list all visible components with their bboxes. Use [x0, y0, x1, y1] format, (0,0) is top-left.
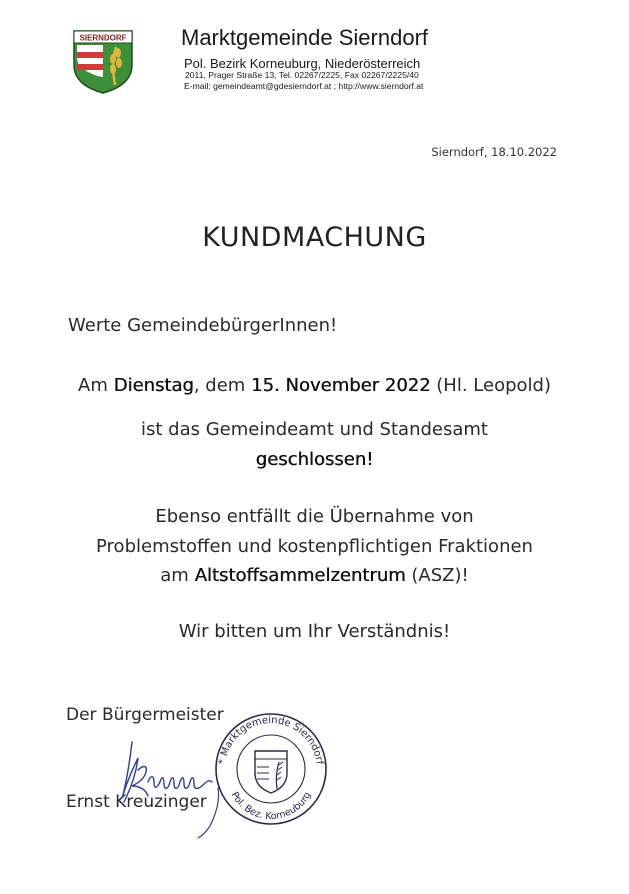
letterhead-address: 2011, Prager Straße 13, Tel. 02267/2225, Fax 02267/2225/40	[185, 70, 419, 80]
announcement-line-1: Am Dienstag, dem 15. November 2022 (Hl. Leopold)	[78, 375, 551, 396]
letterhead-title: Marktgemeinde Sierndorf	[181, 25, 429, 50]
announcement-line-3: geschlossen!	[255, 449, 374, 470]
notice-line-3: am Altstoffsammelzentrum (ASZ)!	[160, 565, 469, 586]
signer-name: Ernst Kreuzinger	[66, 792, 207, 812]
closing-line: Wir bitten um Ihr Verständnis!	[178, 621, 451, 642]
document-heading: KUNDMACHUNG	[202, 222, 427, 253]
handwritten-signature	[112, 730, 222, 840]
svg-text:* Marktgemeinde Sierndorf	[217, 715, 325, 766]
stamp-text-top: * Marktgemeinde Sierndorf	[217, 714, 325, 766]
official-stamp-seal	[211, 707, 331, 831]
svg-text:Pol. Bez. Korneuburg	[229, 790, 314, 822]
municipal-crest-logo	[71, 25, 135, 95]
stamp-crest-icon	[255, 751, 287, 793]
signer-title: Der Bürgermeister	[66, 705, 224, 725]
greeting: Werte GemeindebürgerInnen!	[68, 315, 338, 336]
stamp-text-bottom: Pol. Bez. Korneuburg	[228, 790, 314, 823]
letterhead-district: Pol. Bezirk Korneuburg, Niederösterreich	[184, 56, 421, 71]
notice-line-2: Problemstoffen und kostenpflichtigen Fraktionen	[96, 536, 533, 557]
letterhead-contact: E-mail: gemeindeamt@gdesierndorf.at ; http://www.sierndorf.at	[184, 81, 424, 91]
document-date: Sierndorf, 18.10.2022	[431, 145, 557, 159]
announcement-line-2: ist das Gemeindeamt und Standesamt	[141, 419, 488, 440]
crest-text: SIERNDORF	[79, 33, 127, 43]
notice-line-1: Ebenso entfällt die Übernahme von	[155, 506, 474, 527]
